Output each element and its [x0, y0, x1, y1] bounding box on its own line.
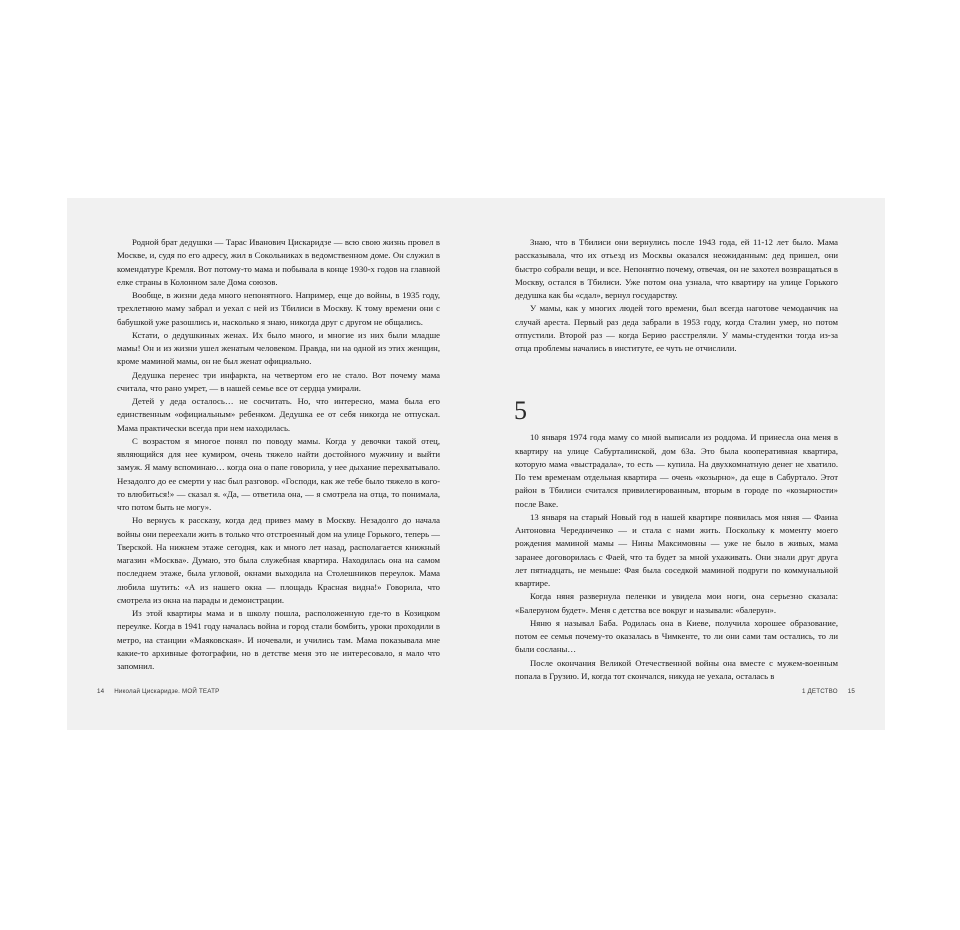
paragraph: Знаю, что в Тбилиси они вернулись после 1943 года, ей 11-12 лет было. Мама рассказывала, что их отъезд из Москвы оказался неожиданным: дед пришел, они быстро собрали вещи, и все. Непонятно почему, отвечая, он не захотел возвращаться в Москву, остался в Тбилиси. Уже потом она узнала, что квартиру на улице Горького дедушка как бы «сдал», вернул государству. [515, 237, 838, 300]
page-number: 15 [847, 688, 855, 695]
paragraph: 13 января на старый Новый год в нашей квартире появилась моя няня — Фаина Антоновна Чередниченко — и стала с нами жить. Поскольку к моменту моего рождения маминой мамы — Нины Максимовны — уже не было в живых, мама заранее договорилась с Фаей, что та будет за мной ухаживать. Они знали друг друга лет пятнадцать, не меньше: Фая была соседкой маминой подруги по коммунальной квартире. [515, 511, 838, 588]
paragraph: С возрастом я многое понял по поводу мамы. Когда у девочки такой отец, являющийся для нее кумиром, очень тяжело найти достойного мужчину и выйти замуж. Я маму вспоминаю… когда она о папе говорила, у нее дыхание перехватывало. Незадолго до ее смерти у нас был разговор. «Господи, как же тебе было тяжело в кого-то влюбиться!» — сказал я. «Да, — ответила она, — я смотрела на отца, то понимала, что потом быть не могу». [117, 435, 440, 512]
paragraph: Дедушка перенес три инфаркта, на четвертом его не стало. Вот почему мама считала, что рано умрет, — в нашей семье все от сердца умирали. [117, 369, 440, 393]
running-section: 1 ДЕТСТВО [801, 688, 838, 695]
paragraph: 10 января 1974 года маму со мной выписали из роддома. И принесла она меня в квартиру на улице Сабурталинской, дом 63а. Это была кооперативная квартира, которую мама «выстрадала», то есть — купила. На двухкомнатную денег не хватило. По тем временам отдельная квартира — очень «козырно», да еще в Сабуртало. Этот район в Тбилиси считался привилегированным, вторым в городе по «козырности» после Ваке. [515, 432, 838, 509]
paragraph: Детей у деда осталось… не сосчитать. Но, что интересно, мама была его единственным «официальным» ребенком. Дедушка ее от себя никогда не отпускал. Мама практически всегда при нем находилась. [117, 396, 440, 433]
paragraph: Кстати, о дедушкиных женах. Их было много, и многие из них были младше мамы! Он и из жизни ушел женатым человеком. Правда, ни на одной из этих женщин, кроме маминой мамы, он не был женат официально. [117, 329, 440, 367]
paragraph: Но вернусь к рассказу, когда дед привез маму в Москву. Незадолго до начала войны они переехали жить в только что отстроенный дом на улице Горького, теперь — Тверской. На нижнем этаже сегодня, как и много лет назад, располагается книжный магазин «Москва». Думаю, это была служебная квартира. Находилась она на самом последнем этаже, была угловой, окнами выходила на Столешников переулок. Мама любила шутить: «А из нашего окна — площадь Красная видна!» Говорила, что смотрела из окна на парады и демонстрации. [117, 515, 440, 605]
page-number: 14 [97, 688, 105, 695]
paragraph: Родной брат дедушки — Тарас Иванович Цискаридзе — всю свою жизнь провел в Москве, и, судя по его адресу, жил в Сокольниках в ведомственном доме. Он служил в комендатуре Кремля. Вот потому-то мама и побывала в конце 1930-х годов на главной елке страны в Колонном зале Дома союзов. [117, 237, 440, 287]
paragraph: Вообще, в жизни деда много непонятного. Например, еще до войны, в 1935 году, трехлетнюю маму забрал и уехал с ней из Тбилиси в Москву. К тому времени они с бабушкой уже разошлись и, насколько я знаю, никогда друг с другом не общались. [117, 290, 440, 327]
paragraph: Няню я называл Баба. Родилась она в Киеве, получила хорошее образование, потом ее семья почему-то оказалась в Чимкенте, то ли они сами там остались, то ли были сосланы… [515, 617, 838, 655]
paragraph: После окончания Великой Отечественной войны она вместе с мужем-военным попала в Грузию. И, когда тот скончался, никуда не уехала, осталась в [515, 657, 838, 681]
running-title: Николай Цискаридзе. МОЙ ТЕАТР [114, 688, 220, 695]
book-spread [67, 198, 885, 730]
right-page-footer [802, 688, 863, 695]
paragraph: Из этой квартиры мама и в школу пошла, расположенную где-то в Козицком переулке. Когда в 1941 году началась война и город стали бомбить, уроки проходили в метро, на станции «Маяковская». И ночевали, и учились там. Мама показывала мне какие-то архивные фотографии, но в детстве меня это не интересовало, я мало что запомнил. [117, 608, 440, 671]
right-page [515, 236, 838, 683]
chapter-number: 5 [514, 396, 527, 426]
left-page-footer [89, 688, 219, 695]
left-page [117, 236, 440, 673]
paragraph: Когда няня развернула пеленки и увидела мои ноги, она серьезно сказала: «Балеруном будет». Меня с детства все вокруг и называли: «балерун». [515, 591, 838, 615]
paragraph: У мамы, как у многих людей того времени, был всегда наготове чемоданчик на случай ареста. Первый раз деда забрали в 1953 году, когда Сталин умер, но потом отпустили. Второй раз — когда Берию расстреляли. У мамы-студентки тогда из-за отца проблемы начались в институте, ее чуть не отчислили. [515, 303, 838, 353]
